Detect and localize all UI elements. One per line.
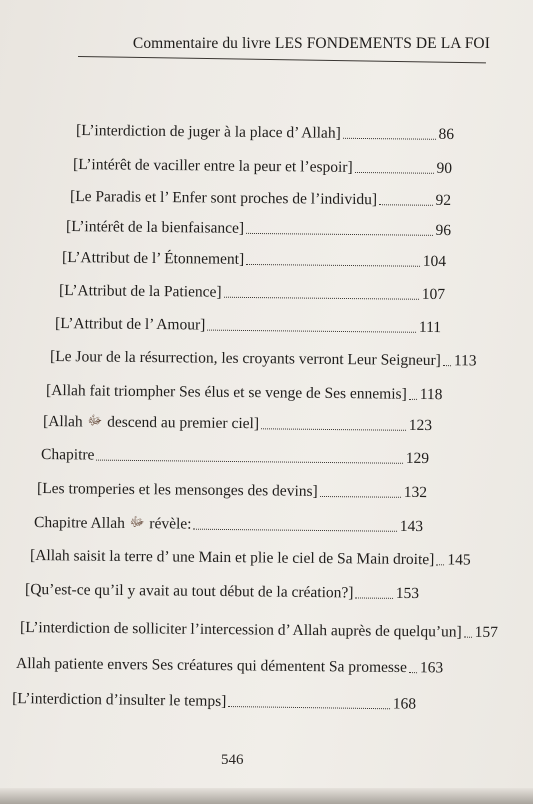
toc-entry	[73, 152, 452, 178]
honorific-ligature-icon: ﷻ	[87, 412, 103, 428]
toc-entry	[30, 543, 471, 569]
toc-entry-page: 104	[422, 252, 447, 271]
toc-entry-page: 143	[399, 517, 424, 536]
dot-leader	[409, 671, 417, 673]
toc-entry-title: [Qu’est-ce qu’il y avait au tout début de la création?]	[25, 581, 354, 602]
toc-entry-page: 163	[419, 659, 444, 677]
dot-leader	[193, 528, 396, 532]
toc-entry-page: 153	[395, 584, 420, 603]
toc-entry	[70, 184, 451, 210]
toc-entry-page: 86	[438, 125, 455, 143]
toc-entry-title: [L’intérêt de vaciller entre la peur et l’espoir]	[73, 156, 353, 176]
honorific-ligature-icon: ﷻ	[129, 514, 145, 530]
toc-entry	[76, 118, 454, 144]
toc-entry-title: [L’Attribut de l’ Étonnement]	[62, 249, 245, 268]
dot-leader	[224, 296, 419, 300]
toc-entry	[34, 510, 423, 536]
toc-entry-page: 118	[419, 385, 443, 404]
toc-entry	[62, 245, 446, 271]
toc-entry	[16, 651, 444, 677]
dot-leader	[443, 364, 451, 366]
toc-entry-page: 113	[453, 352, 477, 370]
dot-leader	[228, 705, 390, 709]
toc-entry	[25, 577, 419, 603]
dot-leader	[409, 398, 417, 400]
dot-leader	[261, 427, 406, 431]
toc-entry	[41, 442, 429, 468]
toc-entry-title: [L’Attribut de l’ Amour]	[55, 315, 206, 334]
toc-entry-title-end: descend au premier ciel]	[107, 413, 260, 433]
toc-entry-page: 107	[421, 285, 446, 304]
running-header: Commentaire du livre LES FONDEMENTS DE LA FOI	[132, 35, 490, 52]
toc-entry-title-start: Chapitre Allah	[34, 514, 126, 532]
dot-leader	[355, 171, 434, 174]
toc-entry	[12, 686, 416, 714]
page-edge-shadow	[0, 788, 533, 804]
toc-entry-page: 96	[435, 221, 452, 240]
toc-entry-page: 123	[408, 416, 433, 435]
dot-leader	[320, 495, 401, 498]
toc-entry-title: [Le Jour de la résurrection, les croyants verront Leur Seigneur]	[50, 348, 441, 370]
dot-leader	[355, 596, 392, 598]
toc-entry-title: [Les tromperies et les mensonges des devins]	[37, 480, 318, 500]
toc-entry-page: 129	[405, 449, 430, 468]
toc-entry-title: [L’Attribut de la Patience]	[59, 282, 222, 301]
toc-entry-title	[43, 412, 259, 433]
dot-leader	[379, 203, 432, 206]
dot-leader	[436, 563, 444, 565]
toc-entry	[43, 409, 432, 435]
dot-leader	[246, 232, 432, 236]
toc-entry-page: 132	[403, 483, 428, 502]
dot-leader	[343, 137, 436, 140]
toc-entry-title-end: révèle:	[149, 515, 192, 533]
toc-entry-page: 111	[418, 318, 442, 337]
toc-entry-title: [Allah saisit la terre d’ une Main et plie le ciel de Sa Main droite]	[30, 547, 435, 569]
toc-entry-page: 145	[447, 551, 471, 569]
toc-entry-title: [Le Paradis et l’ Enfer sont proches de l’individu]	[70, 188, 378, 209]
toc-entry	[50, 344, 477, 370]
toc-entry-title: [L’interdiction de juger à la place d’ Allah]	[76, 122, 341, 142]
toc-entry	[59, 278, 445, 304]
dot-leader	[246, 263, 420, 267]
toc-entry-title: Allah patiente envers Ses créatures qui démentent Sa promesse	[16, 655, 407, 677]
toc-entry-title: Chapitre	[41, 446, 95, 464]
toc-entry-title: [L’interdiction de solliciter l’intercession d’ Allah auprès de quelqu’un]	[20, 619, 462, 641]
toc-entry-title	[34, 513, 192, 534]
toc-entry-title: [L’interdiction d’insulter le temps]	[12, 690, 227, 710]
toc-entry	[20, 615, 499, 642]
toc-entry	[37, 476, 427, 502]
page-number: 546	[221, 752, 244, 768]
toc-entry-title: [L’intérêt de la bienfaisance]	[66, 218, 245, 237]
toc-entry-page: 90	[436, 159, 453, 177]
toc-entry-page: 157	[474, 623, 499, 642]
toc-entry	[66, 214, 451, 240]
toc-entry-title-start: [Allah	[43, 413, 83, 431]
dot-leader	[96, 459, 402, 464]
toc-entry-title: [Allah fait triompher Ses élus et se venge de Ses ennemis]	[46, 382, 407, 403]
toc-entry-page: 168	[392, 695, 417, 713]
toc-entry-page: 92	[435, 191, 452, 209]
toc-entry	[55, 311, 441, 337]
toc-entry	[46, 378, 443, 404]
dot-leader	[464, 636, 472, 638]
dot-leader	[207, 329, 416, 333]
